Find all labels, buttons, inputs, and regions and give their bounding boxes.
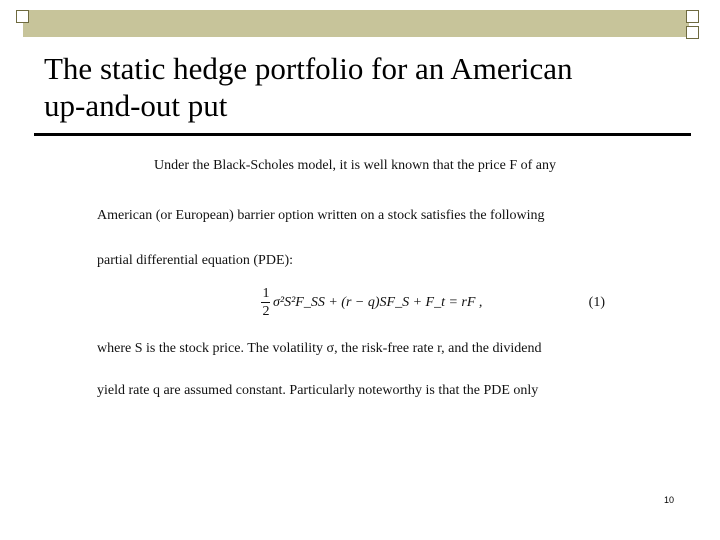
paragraph-line-1: Under the Black-Scholes model, it is well known that the price F of any bbox=[154, 158, 557, 173]
fraction-denominator: 2 bbox=[262, 304, 270, 319]
slide-title bbox=[44, 50, 684, 124]
paragraph-line-5: where S is the stock price. The volatility σ, the risk-free rate r, and the dividend bbox=[97, 341, 542, 356]
fraction-bar bbox=[261, 302, 270, 303]
title-line-1: The static hedge portfolio for an American bbox=[44, 51, 573, 86]
title-line-2: up-and-out put bbox=[44, 88, 228, 123]
title-band bbox=[23, 10, 689, 37]
equation-1 bbox=[261, 286, 605, 326]
paragraph-line-6: yield rate q are assumed constant. Particularly noteworthy is that the PDE only bbox=[97, 383, 539, 398]
right-square-small-icon bbox=[686, 26, 699, 39]
left-square-icon bbox=[16, 10, 29, 23]
right-square-icon bbox=[686, 10, 699, 23]
paragraph-line-2: American (or European) barrier option written on a stock satisfies the following bbox=[97, 208, 545, 223]
paragraph-line-3: partial differential equation (PDE): bbox=[97, 253, 294, 268]
page-number: 10 bbox=[664, 495, 675, 505]
title-underline bbox=[34, 133, 691, 136]
equation-number: (1) bbox=[588, 295, 605, 310]
fraction-numerator: 1 bbox=[262, 286, 270, 301]
equation-expression: σ²S²F_SS + (r − q)SF_S + F_t = rF , bbox=[273, 295, 483, 310]
